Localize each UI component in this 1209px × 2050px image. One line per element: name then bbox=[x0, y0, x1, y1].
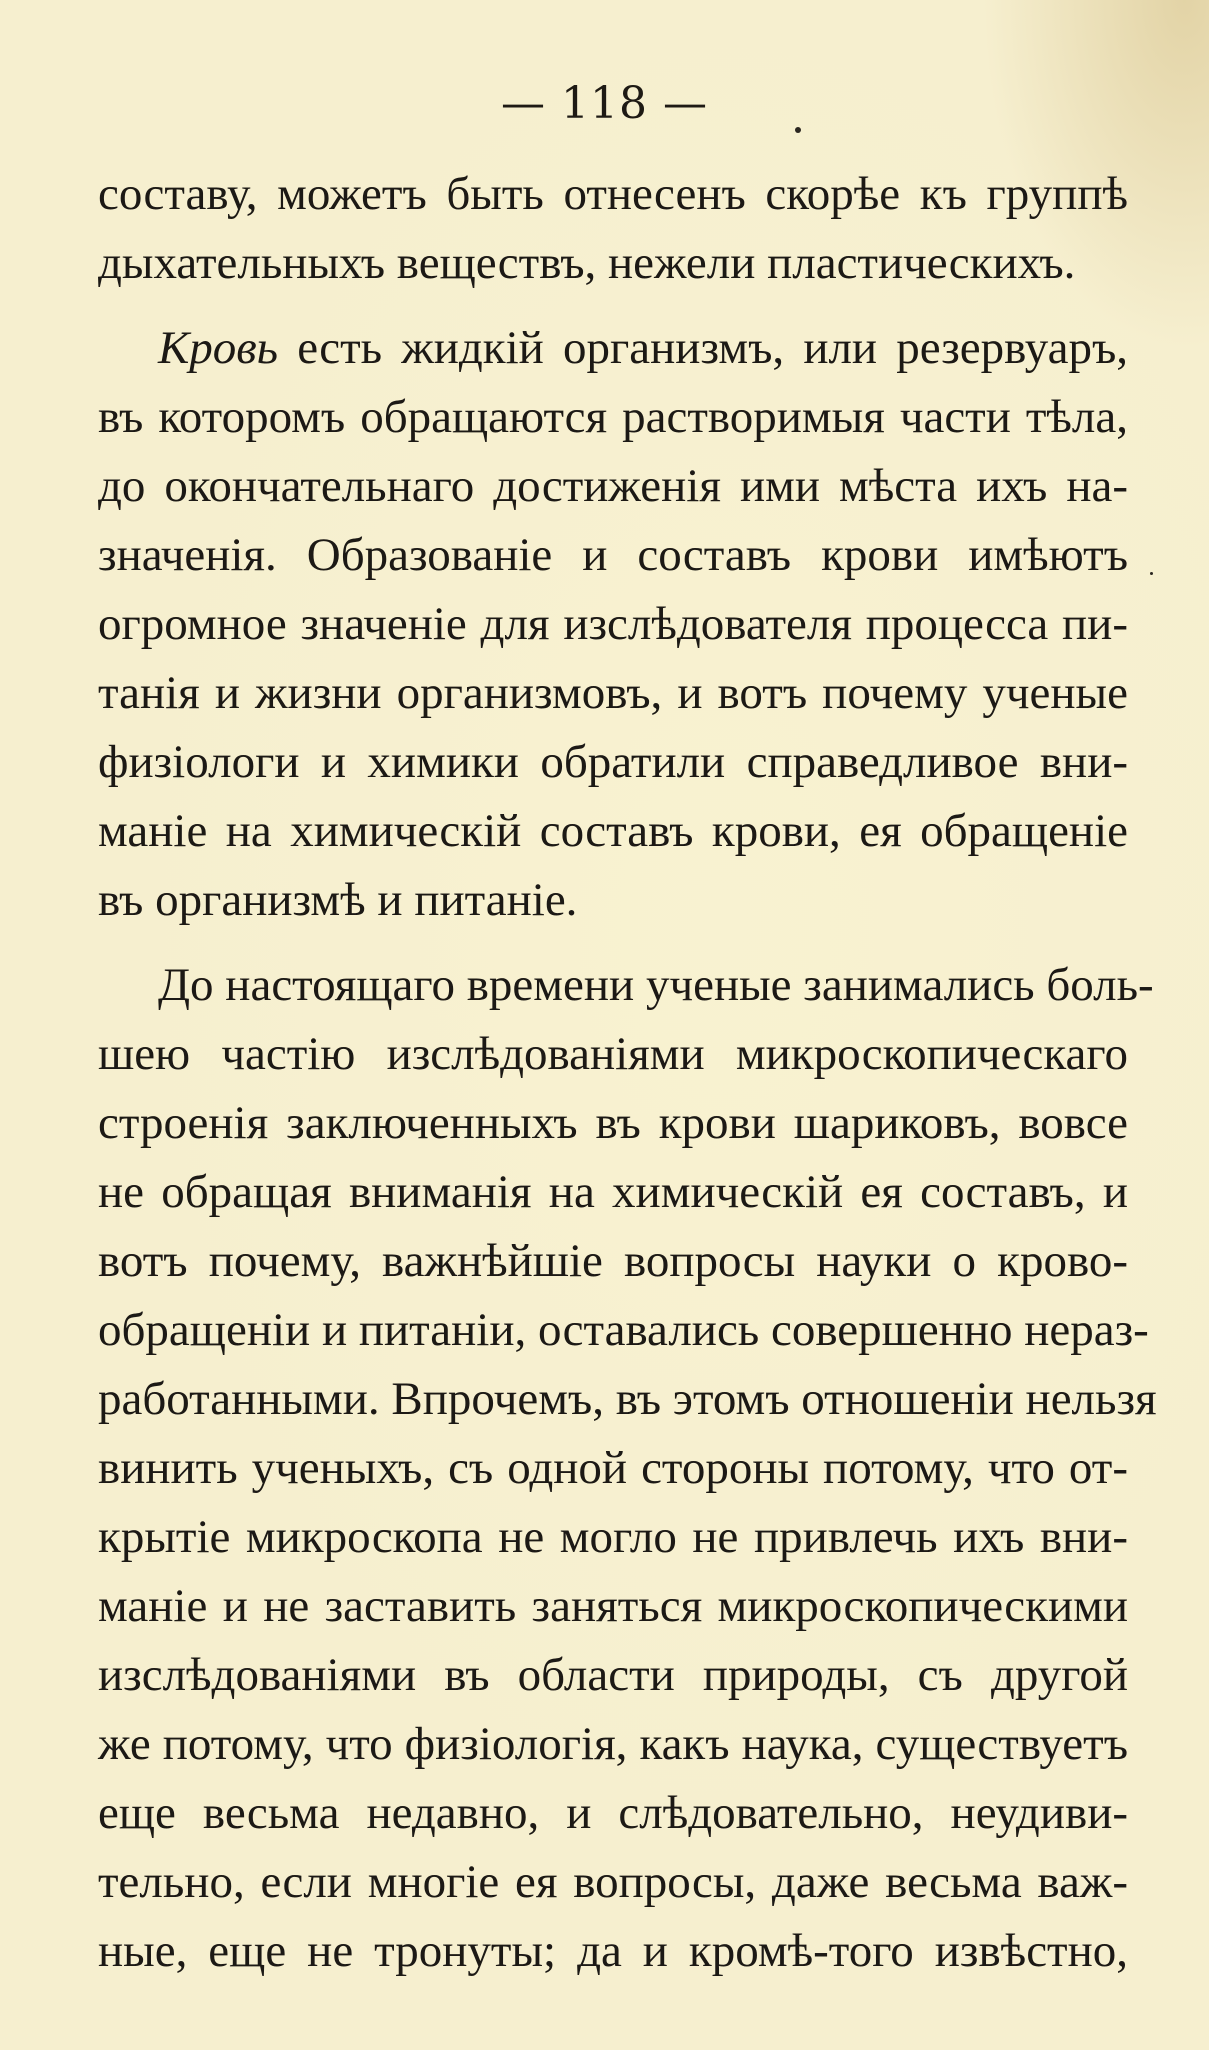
text-line: вотъ почему, важнѣйшіе вопросы науки о крово- bbox=[98, 1235, 1128, 1287]
text-line: въ которомъ обращаются растворимыя части тѣла, bbox=[98, 391, 1128, 443]
text-line: въ организмѣ и питаніе. bbox=[98, 874, 578, 926]
text-line: танія и жизни организмовъ, и вотъ почему ученые bbox=[98, 667, 1128, 719]
text-line: значенія. Образованіе и составъ крови имѣютъ bbox=[98, 529, 1128, 581]
text-fragment: есть жидкій организмъ, или резервуаръ, bbox=[297, 322, 1129, 374]
text-line: ные, еще не тронуты; да и кромѣ-того извѣстно, bbox=[98, 1925, 1128, 1977]
body-text bbox=[98, 160, 1157, 1986]
text-line: маніе и не заставить заняться микроскопическими bbox=[98, 1580, 1128, 1632]
ink-speck bbox=[795, 127, 801, 133]
text-line: изслѣдованіями въ области природы, съ другой bbox=[98, 1649, 1128, 1701]
text-line: не обращая вниманія на химическій ея составъ, и bbox=[98, 1166, 1128, 1218]
text-line: До настоящаго времени ученые занимались боль- bbox=[158, 959, 1154, 1011]
text-line: составу, можетъ быть отнесенъ скорѣе къ группѣ bbox=[98, 168, 1128, 220]
paragraph bbox=[98, 951, 1157, 1986]
italic-term: Кровь bbox=[158, 322, 279, 374]
text-line: до окончательнаго достиженія ими мѣста ихъ на- bbox=[98, 460, 1128, 512]
text-line bbox=[98, 314, 1128, 383]
text-line: винить ученыхъ, съ одной стороны потому, что от- bbox=[98, 1442, 1128, 1494]
text-line: тельно, если многіе ея вопросы, даже весьма важ- bbox=[98, 1856, 1128, 1908]
text-line: строенія заключенныхъ въ крови шариковъ, вовсе bbox=[98, 1097, 1128, 1149]
text-line: крытіе микроскопа не могло не привлечь ихъ вни- bbox=[98, 1511, 1128, 1563]
text-line: работанными. Впрочемъ, въ этомъ отношеніи нельзя bbox=[98, 1373, 1157, 1425]
ink-speck bbox=[1150, 572, 1153, 575]
text-line: маніе на химическій составъ крови, ея обращеніе bbox=[98, 805, 1128, 857]
text-line: дыхательныхъ веществъ, нежели пластическихъ. bbox=[98, 237, 1076, 289]
paragraph bbox=[98, 314, 1128, 935]
text-line: еще весьма недавно, и слѣдовательно, неудиви- bbox=[98, 1787, 1128, 1839]
text-line: же потому, что физіологія, какъ наука, существуетъ bbox=[98, 1718, 1128, 1770]
paragraph bbox=[98, 160, 1128, 298]
text-line: обращеніи и питаніи, оставались совершенно нераз- bbox=[98, 1304, 1149, 1356]
text-line: физіологи и химики обратили справедливое вни- bbox=[98, 736, 1128, 788]
text-line: огромное значеніе для изслѣдователя процесса пи- bbox=[98, 598, 1128, 650]
text-line: шею частію изслѣдованіями микроскопическаго bbox=[98, 1028, 1128, 1080]
page-number: — 118 — bbox=[501, 78, 708, 129]
